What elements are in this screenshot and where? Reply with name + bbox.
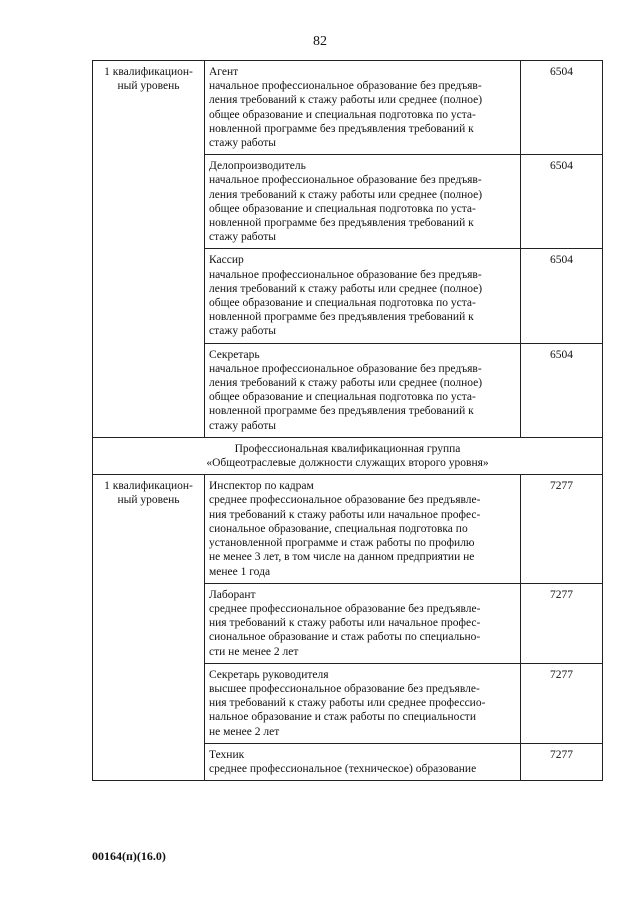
position-title: Кассир <box>209 254 244 267</box>
salary-value: 7277 <box>521 663 603 743</box>
position-cell <box>205 343 521 437</box>
position-cell <box>205 249 521 343</box>
position-requirements: начальное профессиональное образование без предъяв- ления требований к стажу работы или среднее (полное) общее образование и специальная подготовка по уста- новленной программе без предъявления требований к стажу работы <box>209 174 483 244</box>
salary-value: 6504 <box>521 61 603 155</box>
position-requirements: среднее профессиональное образование без предъявле- ния требований к стажу работы или начальное профес- сиональное образование и стаж работы по специально- сти не менее 2 лет <box>209 602 481 658</box>
page-number: 82 <box>313 34 327 49</box>
position-row <box>93 61 603 155</box>
qualification-level: 1 квалификацион- ный уровень <box>93 475 205 781</box>
qualification-table <box>92 60 603 781</box>
position-requirements: начальное профессиональное образование без предъяв- ления требований к стажу работы или среднее (полное) общее образование и специальная подготовка по уста- новленной программе без предъявления требований к стажу работы <box>209 362 483 432</box>
salary-value: 7277 <box>521 743 603 780</box>
position-requirements: начальное профессиональное образование без предъяв- ления требований к стажу работы или среднее (полное) общее образование и специальная подготовка по уста- новленной программе без предъявления требований к стажу работы <box>209 268 483 338</box>
salary-value: 6504 <box>521 155 603 249</box>
position-title: Техник <box>209 748 245 761</box>
position-title: Секретарь <box>209 348 260 361</box>
position-cell <box>205 475 521 583</box>
position-cell <box>205 583 521 663</box>
position-row <box>93 475 603 583</box>
document-code: 00164(п)(16.0) <box>92 849 166 863</box>
position-title: Делопроизводитель <box>209 160 306 173</box>
position-cell <box>205 155 521 249</box>
salary-value: 7277 <box>521 583 603 663</box>
salary-value: 6504 <box>521 343 603 437</box>
position-requirements: высшее профессиональное образование без предъявле- ния требований к стажу работы или среднее профессио- нальное образование и стаж работы по специальности не менее 2 лет <box>209 682 486 738</box>
salary-value: 7277 <box>521 475 603 583</box>
position-requirements: среднее профессиональное (техническое) образование <box>209 762 477 775</box>
position-title: Инспектор по кадрам <box>209 480 314 493</box>
salary-value: 6504 <box>521 249 603 343</box>
position-title: Агент <box>209 66 239 78</box>
qualification-level: 1 квалификацион- ный уровень <box>93 61 205 438</box>
position-title: Секретарь руководителя <box>209 668 329 681</box>
group-heading-row <box>93 437 603 474</box>
position-requirements: среднее профессиональное образование без предъявле- ния требований к стажу работы или начальное профес- сиональное образование, специальная подготовка по установленной программе и стаж работы по профилю не менее 3 лет, в том числе на данном предприятии не менее 1 года <box>209 494 481 578</box>
position-requirements: начальное профессиональное образование без предъяв- ления требований к стажу работы или среднее (полное) общее образование и специальная подготовка по уста- новленной программе без предъявления требований к стажу работы <box>209 80 483 150</box>
qualification-table-body <box>93 61 603 781</box>
position-cell <box>205 61 521 155</box>
position-cell <box>205 743 521 780</box>
position-title: Лаборант <box>209 588 256 601</box>
group-heading: Профессиональная квалификационная группа «Общеотраслевые должности служащих второго уровня» <box>93 437 603 474</box>
position-cell <box>205 663 521 743</box>
